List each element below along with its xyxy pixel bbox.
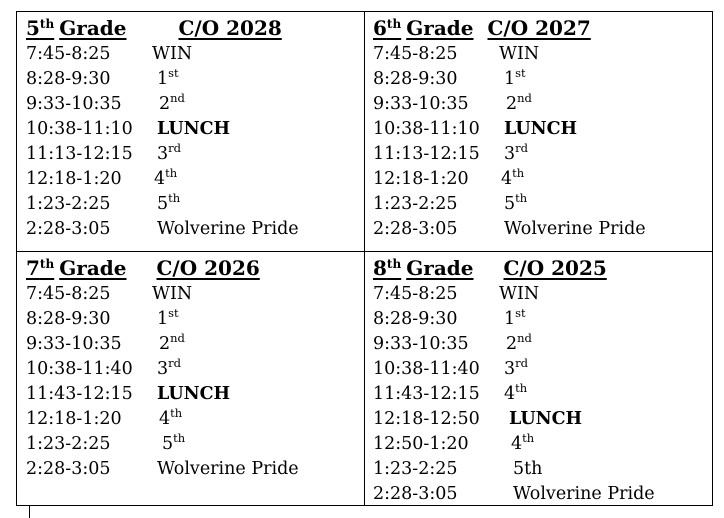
period-ordinal-suffix: st (168, 306, 179, 320)
schedule-table (16, 11, 713, 506)
period-ordinal-suffix: st (515, 66, 526, 80)
period-name (152, 42, 192, 67)
period-label: 3 (157, 359, 169, 379)
period-label: Wolverine Pride (157, 219, 299, 239)
period-time: 11:13-12:15 (373, 144, 480, 164)
period-name (157, 457, 299, 482)
period-time: 8:28-9:30 (26, 69, 111, 89)
period-ordinal-suffix: th (522, 431, 535, 445)
period-time: 12:18-1:20 (26, 169, 122, 189)
schedule-row (26, 67, 364, 92)
period-time: 12:18-1:20 (26, 409, 122, 429)
period-label: 1 (157, 69, 169, 89)
grade-title (373, 16, 712, 42)
period-name (159, 407, 182, 432)
grade-word: Grade (406, 16, 474, 40)
period-ordinal-suffix: th (170, 406, 183, 420)
schedule-row (373, 42, 712, 67)
period-time: 1:23-2:25 (373, 459, 458, 479)
period-name (157, 192, 180, 217)
class-of-label: C/O 2028 (178, 16, 282, 40)
period-label: LUNCH (157, 119, 231, 139)
schedule-row (26, 142, 364, 167)
class-of-label: C/O 2026 (156, 256, 260, 280)
class-of-label: C/O 2027 (487, 16, 591, 40)
page-edge-line (29, 506, 30, 518)
schedule-row (26, 167, 364, 192)
period-ordinal-suffix: nd (517, 331, 532, 345)
schedule-row (373, 67, 712, 92)
schedule-row (373, 167, 712, 192)
period-label: LUNCH (157, 384, 231, 404)
period-ordinal-suffix: nd (517, 91, 532, 105)
period-time: 7:45-8:25 (373, 44, 458, 64)
period-label: WIN (152, 44, 193, 64)
period-name (506, 92, 532, 117)
schedule-row (373, 407, 712, 432)
period-time: 11:43-12:15 (26, 384, 133, 404)
schedule-panel-7th-grade (17, 252, 365, 505)
period-time: 1:23-2:25 (26, 434, 111, 454)
period-name (509, 407, 582, 432)
period-time: 12:18-1:20 (373, 169, 469, 189)
period-label: 2 (506, 94, 518, 114)
period-label: WIN (499, 44, 540, 64)
period-ordinal-suffix: rd (515, 356, 528, 370)
schedule-row (373, 217, 712, 242)
period-label: WIN (499, 284, 540, 304)
schedule-row (26, 42, 364, 67)
period-name (157, 382, 230, 407)
period-label: Wolverine Pride (504, 219, 646, 239)
period-label: 4 (154, 169, 166, 189)
period-label: Wolverine Pride (157, 459, 299, 479)
grade-title (26, 16, 364, 42)
period-label: 2 (506, 334, 518, 354)
period-time: 8:28-9:30 (373, 69, 458, 89)
grade-ordinal-suffix: th (386, 17, 402, 31)
period-name (157, 67, 179, 92)
period-name (159, 92, 185, 117)
period-name (499, 42, 539, 67)
schedule-panel-8th-grade (365, 252, 712, 505)
schedule-row (373, 432, 712, 457)
schedule-row (26, 117, 364, 142)
period-label: 2 (159, 94, 171, 114)
period-name (501, 167, 524, 192)
schedule-row (26, 307, 364, 332)
period-time: 7:45-8:25 (373, 284, 458, 304)
period-label: 3 (157, 144, 169, 164)
period-ordinal-suffix: rd (168, 356, 181, 370)
schedule-row (26, 282, 364, 307)
period-ordinal-suffix: th (515, 381, 528, 395)
schedule-row (26, 217, 364, 242)
period-label: LUNCH (509, 409, 583, 429)
period-name (154, 167, 177, 192)
schedule-row (26, 432, 364, 457)
schedule-row (373, 382, 712, 407)
schedule-row (373, 142, 712, 167)
period-name (499, 282, 539, 307)
schedule-row (373, 282, 712, 307)
period-time: 9:33-10:35 (26, 94, 122, 114)
period-label: 5 (157, 194, 169, 214)
period-time: 9:33-10:35 (26, 334, 122, 354)
schedule-row (373, 192, 712, 217)
period-label: 1 (157, 309, 169, 329)
grade-number: 5 (26, 16, 40, 40)
grade-number: 6 (373, 16, 387, 40)
grade-title (373, 256, 712, 282)
schedule-row (26, 332, 364, 357)
period-ordinal-suffix: rd (168, 141, 181, 155)
period-time: 2:28-3:05 (26, 219, 111, 239)
period-label: 3 (504, 359, 516, 379)
period-time: 10:38-11:40 (26, 359, 133, 379)
period-name (504, 217, 646, 242)
period-label: 4 (501, 169, 513, 189)
period-ordinal-suffix: nd (170, 331, 185, 345)
grade-number: 7 (26, 256, 40, 280)
period-label: 2 (159, 334, 171, 354)
period-time: 9:33-10:35 (373, 94, 469, 114)
period-label: 4 (511, 434, 523, 454)
period-time: 1:23-2:25 (373, 194, 458, 214)
grade-ordinal-suffix: th (39, 257, 55, 271)
period-time: 12:18-12:50 (373, 409, 480, 429)
period-time: 2:28-3:05 (373, 219, 458, 239)
period-label: 5 (504, 194, 516, 214)
period-name (513, 457, 542, 482)
period-name (504, 142, 528, 167)
period-time: 1:23-2:25 (26, 194, 111, 214)
period-ordinal-suffix: st (515, 306, 526, 320)
period-label: 3 (504, 144, 516, 164)
period-name (162, 432, 185, 457)
schedule-row (373, 92, 712, 117)
period-name (159, 332, 185, 357)
period-name (504, 382, 527, 407)
period-name (513, 482, 655, 505)
period-time: 2:28-3:05 (373, 484, 458, 504)
period-name (504, 307, 526, 332)
period-label: 4 (159, 409, 171, 429)
class-of-label: C/O 2025 (503, 256, 607, 280)
period-time: 10:38-11:40 (373, 359, 480, 379)
schedule-panel-5th-grade (17, 12, 365, 252)
period-time: 7:45-8:25 (26, 284, 111, 304)
period-time: 10:38-11:10 (26, 119, 133, 139)
schedule-row (373, 457, 712, 482)
grade-number: 8 (373, 256, 387, 280)
period-ordinal-suffix: th (173, 431, 186, 445)
schedule-row (26, 357, 364, 382)
schedule-row (26, 407, 364, 432)
period-ordinal-suffix: nd (170, 91, 185, 105)
period-name (152, 282, 192, 307)
period-time: 10:38-11:10 (373, 119, 480, 139)
period-label: 1 (504, 309, 516, 329)
period-label: 4 (504, 384, 516, 404)
period-ordinal-suffix: th (165, 166, 178, 180)
grade-word: Grade (59, 16, 127, 40)
period-time: 2:28-3:05 (26, 459, 111, 479)
schedule-row (373, 307, 712, 332)
period-name (157, 357, 181, 382)
grade-word: Grade (406, 256, 474, 280)
grade-ordinal-suffix: th (39, 17, 55, 31)
period-name (504, 192, 527, 217)
schedule-panel-6th-grade (365, 12, 712, 252)
schedule-row (26, 192, 364, 217)
period-name (157, 217, 299, 242)
period-ordinal-suffix: rd (515, 141, 528, 155)
schedule-row (373, 357, 712, 382)
period-ordinal-suffix: st (168, 66, 179, 80)
period-time: 8:28-9:30 (373, 309, 458, 329)
period-label: 5th (513, 459, 543, 479)
grade-ordinal-suffix: th (386, 257, 402, 271)
schedule-row (373, 482, 712, 505)
period-name (504, 117, 577, 142)
period-name (504, 357, 528, 382)
period-ordinal-suffix: th (168, 191, 181, 205)
period-name (504, 67, 526, 92)
period-label: LUNCH (504, 119, 578, 139)
schedule-row (26, 382, 364, 407)
period-time: 8:28-9:30 (26, 309, 111, 329)
period-label: WIN (152, 284, 193, 304)
period-time: 9:33-10:35 (373, 334, 469, 354)
schedule-row (26, 92, 364, 117)
period-label: 1 (504, 69, 516, 89)
period-time: 11:43-12:15 (373, 384, 480, 404)
grade-title (26, 256, 364, 282)
period-name (511, 432, 534, 457)
period-name (506, 332, 532, 357)
period-label: Wolverine Pride (513, 484, 655, 504)
schedule-row (26, 457, 364, 482)
period-name (157, 142, 181, 167)
period-time: 11:13-12:15 (26, 144, 133, 164)
period-name (157, 307, 179, 332)
period-label: 5 (162, 434, 174, 454)
period-ordinal-suffix: th (515, 191, 528, 205)
period-ordinal-suffix: th (512, 166, 525, 180)
schedule-row (373, 332, 712, 357)
period-time: 12:50-1:20 (373, 434, 469, 454)
period-time: 7:45-8:25 (26, 44, 111, 64)
period-name (157, 117, 230, 142)
schedule-row (373, 117, 712, 142)
grade-word: Grade (59, 256, 127, 280)
